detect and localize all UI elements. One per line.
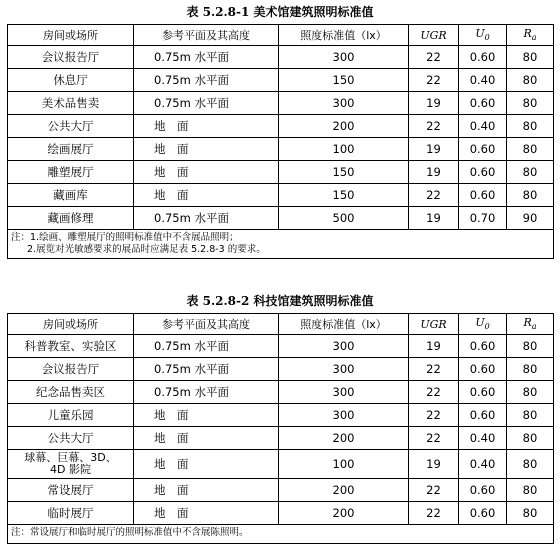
table-row (8, 115, 554, 138)
cell-uniformity: 0.60 (459, 138, 507, 161)
cell-ugr: 19 (409, 92, 459, 115)
table-row (8, 92, 554, 115)
uniformity-subscript: 0 (484, 33, 490, 43)
table1-caption: 表 5.2.8-1 美术馆建筑照明标准值 (186, 5, 374, 19)
cell-ra: 80 (507, 479, 554, 502)
cell-illuminance: 200 (279, 479, 409, 502)
table-row (8, 427, 554, 450)
cell-venue (8, 450, 134, 479)
cell-venue: 藏画库 (8, 184, 134, 207)
cell-ra: 80 (507, 427, 554, 450)
table-row (8, 207, 554, 230)
cell-illuminance: 100 (279, 138, 409, 161)
cell-plane: 0.75m 水平面 (134, 358, 279, 381)
cell-venue-line: 4D 影院 (50, 463, 91, 476)
cell-illuminance: 150 (279, 161, 409, 184)
cell-illuminance: 300 (279, 46, 409, 69)
cell-ugr: 22 (409, 404, 459, 427)
cell-plane: 0.75m 水平面 (134, 46, 279, 69)
cell-illuminance: 150 (279, 184, 409, 207)
cell-venue: 绘画展厅 (8, 138, 134, 161)
cell-illuminance: 200 (279, 115, 409, 138)
col-header-ugr: UGR (409, 314, 459, 335)
cell-plane: 0.75m 水平面 (134, 335, 279, 358)
cell-uniformity: 0.60 (459, 335, 507, 358)
table-header-row (8, 314, 554, 335)
cell-ugr: 22 (409, 427, 459, 450)
col-header-venue: 房间或场所 (8, 25, 134, 46)
table2-notes: 注：常设展厅和临时展厅的照明标准值中不含展陈照明。 (8, 525, 554, 544)
cell-uniformity: 0.70 (459, 207, 507, 230)
cell-ugr: 22 (409, 115, 459, 138)
cell-ugr: 22 (409, 358, 459, 381)
table2-caption: 表 5.2.8-2 科技馆建筑照明标准值 (186, 294, 374, 308)
cell-illuminance: 300 (279, 92, 409, 115)
col-header-venue: 房间或场所 (8, 314, 134, 335)
cell-ra: 80 (507, 404, 554, 427)
cell-plane: 0.75m 水平面 (134, 381, 279, 404)
cell-illuminance: 150 (279, 69, 409, 92)
cell-plane: 地 面 (134, 161, 279, 184)
cell-ra: 80 (507, 502, 554, 525)
cell-uniformity: 0.60 (459, 479, 507, 502)
cell-ugr: 22 (409, 479, 459, 502)
cell-ugr: 22 (409, 184, 459, 207)
col-header-ra: $R_a$ (507, 25, 554, 46)
cell-venue: 临时展厅 (8, 502, 134, 525)
cell-plane: 地 面 (134, 184, 279, 207)
cell-uniformity: 0.60 (459, 404, 507, 427)
table-row (8, 69, 554, 92)
table-header-row (8, 25, 554, 46)
cell-uniformity: 0.40 (459, 427, 507, 450)
cell-illuminance: 500 (279, 207, 409, 230)
cell-illuminance: 300 (279, 404, 409, 427)
col-header-ugr: UGR (409, 25, 459, 46)
cell-plane: 地 面 (134, 404, 279, 427)
cell-venue: 公共大厅 (8, 427, 134, 450)
cell-ugr: 22 (409, 502, 459, 525)
cell-venue: 休息厅 (8, 69, 134, 92)
cell-ra: 80 (507, 450, 554, 479)
table-row (8, 502, 554, 525)
cell-uniformity: 0.40 (459, 69, 507, 92)
table-row (8, 335, 554, 358)
cell-plane: 地 面 (134, 502, 279, 525)
table1-notes-row (8, 230, 554, 259)
cell-plane: 0.75m 水平面 (134, 69, 279, 92)
cell-illuminance: 200 (279, 502, 409, 525)
cell-plane: 地 面 (134, 138, 279, 161)
cell-uniformity: 0.60 (459, 184, 507, 207)
cell-uniformity: 0.60 (459, 381, 507, 404)
science-museum-lighting-table (7, 313, 554, 544)
cell-ugr: 22 (409, 69, 459, 92)
ra-subscript: a (531, 322, 537, 332)
cell-ugr: 22 (409, 46, 459, 69)
cell-uniformity: 0.60 (459, 358, 507, 381)
uniformity-subscript: 0 (484, 322, 490, 332)
table-row (8, 479, 554, 502)
cell-ra: 80 (507, 335, 554, 358)
cell-plane: 地 面 (134, 450, 279, 479)
cell-venue: 常设展厅 (8, 479, 134, 502)
cell-ra: 80 (507, 115, 554, 138)
cell-ugr: 22 (409, 381, 459, 404)
ra-subscript: a (531, 33, 537, 43)
table-row (8, 184, 554, 207)
cell-venue: 雕塑展厅 (8, 161, 134, 184)
cell-ra: 80 (507, 161, 554, 184)
cell-uniformity: 0.60 (459, 502, 507, 525)
cell-uniformity: 0.60 (459, 46, 507, 69)
col-header-plane: 参考平面及其高度 (134, 314, 279, 335)
table-row (8, 46, 554, 69)
col-header-uniformity: $U_0$ (459, 25, 507, 46)
cell-ugr: 19 (409, 335, 459, 358)
table-row (8, 161, 554, 184)
cell-plane: 地 面 (134, 427, 279, 450)
cell-venue: 儿童乐园 (8, 404, 134, 427)
cell-ra: 80 (507, 138, 554, 161)
cell-ugr: 19 (409, 138, 459, 161)
cell-illuminance: 300 (279, 358, 409, 381)
cell-venue: 会议报告厅 (8, 46, 134, 69)
table-row (8, 404, 554, 427)
cell-venue: 科普教室、实验区 (8, 335, 134, 358)
cell-plane: 0.75m 水平面 (134, 207, 279, 230)
cell-plane: 地 面 (134, 115, 279, 138)
table2-notes-row (8, 525, 554, 544)
cell-uniformity: 0.40 (459, 115, 507, 138)
cell-venue: 公共大厅 (8, 115, 134, 138)
cell-ugr: 19 (409, 161, 459, 184)
cell-plane: 0.75m 水平面 (134, 92, 279, 115)
cell-ra: 80 (507, 69, 554, 92)
table-row (8, 450, 554, 479)
art-museum-lighting-table (7, 24, 554, 259)
cell-venue: 纪念品售卖区 (8, 381, 134, 404)
cell-ra: 90 (507, 207, 554, 230)
cell-venue-line: 球幕、巨幕、3D、 (24, 451, 117, 464)
cell-uniformity: 0.40 (459, 450, 507, 479)
cell-ugr: 19 (409, 450, 459, 479)
col-header-illuminance: 照度标准值（lx） (279, 314, 409, 335)
cell-ra: 80 (507, 46, 554, 69)
table1-note-1: 注：1.绘画、雕塑展厅的照明标准值中不含展品照明； (11, 232, 239, 243)
col-header-ra: $R_a$ (507, 314, 554, 335)
cell-illuminance: 200 (279, 427, 409, 450)
cell-ra: 80 (507, 92, 554, 115)
cell-ra: 80 (507, 381, 554, 404)
cell-illuminance: 100 (279, 450, 409, 479)
cell-ra: 80 (507, 184, 554, 207)
cell-venue: 会议报告厅 (8, 358, 134, 381)
col-header-plane: 参考平面及其高度 (134, 25, 279, 46)
col-header-illuminance: 照度标准值（lx） (279, 25, 409, 46)
table1-note-2: 2.展览对光敏感要求的展品时应满足表 5.2.8-3 的要求。 (27, 244, 266, 255)
cell-ugr: 19 (409, 207, 459, 230)
cell-ra: 80 (507, 358, 554, 381)
col-header-uniformity: $U_0$ (459, 314, 507, 335)
table-row (8, 381, 554, 404)
table1-notes (8, 230, 554, 259)
cell-uniformity: 0.60 (459, 161, 507, 184)
cell-illuminance: 300 (279, 335, 409, 358)
cell-venue: 藏画修理 (8, 207, 134, 230)
cell-illuminance: 300 (279, 381, 409, 404)
cell-plane: 地 面 (134, 479, 279, 502)
cell-uniformity: 0.60 (459, 92, 507, 115)
table-row (8, 358, 554, 381)
cell-venue: 美术品售卖 (8, 92, 134, 115)
table-row (8, 138, 554, 161)
